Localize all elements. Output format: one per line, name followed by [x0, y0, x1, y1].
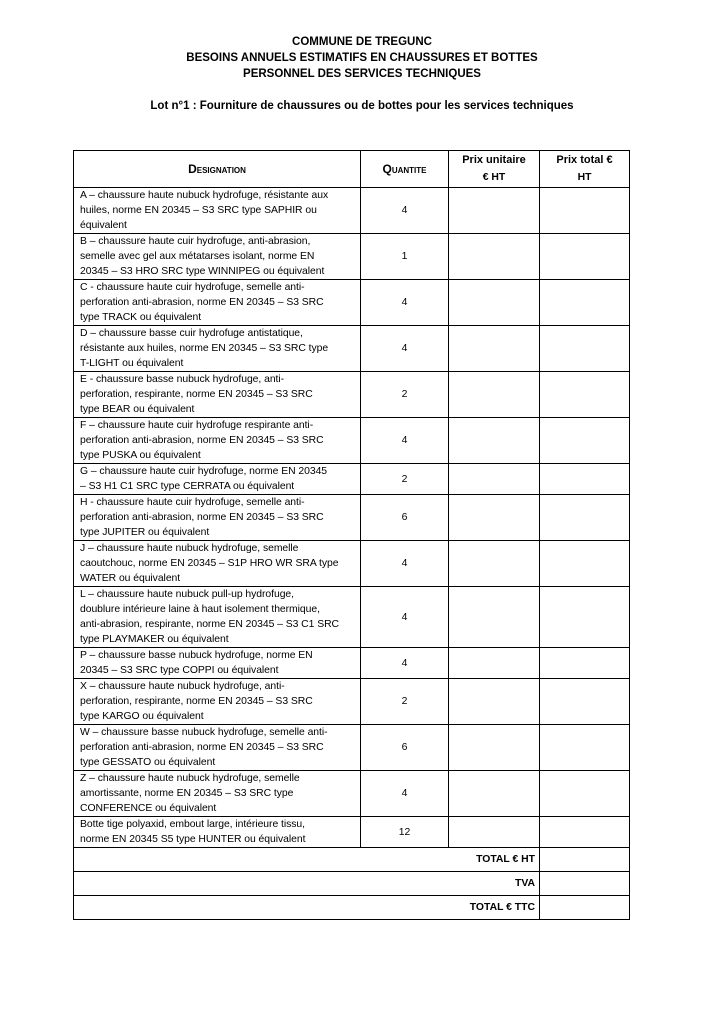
total-price-cell[interactable] — [540, 817, 630, 848]
unit-price-cell[interactable] — [449, 326, 540, 372]
quantity-cell: 2 — [361, 372, 449, 418]
designation-line: type PUSKA ou équivalent — [80, 450, 201, 461]
total-price-cell[interactable] — [540, 418, 630, 464]
totals-value-cell[interactable] — [540, 848, 630, 872]
table-row — [74, 234, 630, 280]
unit-price-cell[interactable] — [449, 587, 540, 648]
designation-line: G – chaussure haute cuir hydrofuge, norme EN 20345 — [80, 466, 328, 477]
table-header-row — [74, 151, 630, 188]
total-ttc-row — [74, 896, 630, 920]
unit-price-cell[interactable] — [449, 648, 540, 679]
table-row — [74, 280, 630, 326]
designation-line: type JUPITER ou équivalent — [80, 527, 210, 538]
quantity-cell: 4 — [361, 648, 449, 679]
designation-line: C - chaussure haute cuir hydrofuge, semelle anti- — [80, 282, 305, 293]
designation-line: W – chaussure basse nubuck hydrofuge, semelle anti- — [80, 727, 328, 738]
total-price-cell[interactable] — [540, 280, 630, 326]
designation-line: anti-abrasion, respirante, norme EN 20345 – S3 C1 SRC — [80, 619, 339, 630]
designation-cell — [74, 648, 361, 679]
unit-price-cell[interactable] — [449, 771, 540, 817]
designation-line: 20345 – S3 SRC type COPPI ou équivalent — [80, 665, 279, 676]
designation-line: type PLAYMAKER ou équivalent — [80, 634, 229, 645]
table-row — [74, 587, 630, 648]
unit-price-cell[interactable] — [449, 817, 540, 848]
table-row — [74, 188, 630, 234]
unit-price-cell[interactable] — [449, 418, 540, 464]
table-row — [74, 771, 630, 817]
designation-cell — [74, 817, 361, 848]
designation-line: T-LIGHT ou équivalent — [80, 358, 184, 369]
designation-cell — [74, 679, 361, 725]
table-row — [74, 418, 630, 464]
designation-line: type KARGO ou équivalent — [80, 711, 204, 722]
designation-cell — [74, 587, 361, 648]
total-price-cell[interactable] — [540, 464, 630, 495]
designation-line: doublure intérieure laine à haut isolement thermique, — [80, 604, 320, 615]
quantity-cell: 4 — [361, 188, 449, 234]
designation-cell — [74, 418, 361, 464]
designation-cell — [74, 771, 361, 817]
designation-line: WATER ou équivalent — [80, 573, 181, 584]
designation-line: D – chaussure basse cuir hydrofuge antistatique, — [80, 328, 303, 339]
designation-line: type TRACK ou équivalent — [80, 312, 202, 323]
designation-cell — [74, 464, 361, 495]
table-row — [74, 679, 630, 725]
lot-title: Lot n°1 : Fourniture de chaussures ou de bottes pour les services techniques — [150, 100, 574, 112]
table-row — [74, 725, 630, 771]
table-row — [74, 648, 630, 679]
header-prix-total-line1: Prix total € — [556, 154, 613, 166]
designation-line: résistante aux huiles, norme EN 20345 – S3 SRC type — [80, 343, 329, 354]
total-price-cell[interactable] — [540, 495, 630, 541]
designation-line: H - chaussure haute cuir hydrofuge, semelle anti- — [80, 497, 305, 508]
quantity-cell: 4 — [361, 541, 449, 587]
total-price-cell[interactable] — [540, 648, 630, 679]
estimate-table — [73, 150, 630, 920]
designation-line: L – chaussure haute nubuck pull-up hydrofuge, — [80, 589, 294, 600]
designation-cell — [74, 280, 361, 326]
unit-price-cell[interactable] — [449, 280, 540, 326]
header-prix-unitaire — [449, 151, 540, 188]
total-price-cell[interactable] — [540, 234, 630, 280]
totals-value-cell[interactable] — [540, 872, 630, 896]
total-price-cell[interactable] — [540, 771, 630, 817]
designation-cell — [74, 495, 361, 541]
designation-line: caoutchouc, norme EN 20345 – S1P HRO WR SRA type — [80, 558, 339, 569]
table-row — [74, 817, 630, 848]
total-price-cell[interactable] — [540, 679, 630, 725]
header-quantite: Quantite — [361, 151, 449, 188]
totals-label: TVA — [74, 872, 540, 896]
unit-price-cell[interactable] — [449, 464, 540, 495]
document-subtitle: PERSONNEL DES SERVICES TECHNIQUES — [243, 68, 481, 80]
quantity-cell: 4 — [361, 280, 449, 326]
total-price-cell[interactable] — [540, 372, 630, 418]
tva-row — [74, 872, 630, 896]
quantity-cell: 4 — [361, 326, 449, 372]
designation-line: perforation anti-abrasion, norme EN 20345 – S3 SRC — [80, 297, 324, 308]
header-prix-unitaire-line1: Prix unitaire — [462, 154, 526, 166]
designation-line: X – chaussure haute nubuck hydrofuge, anti- — [80, 681, 285, 692]
quantity-cell: 4 — [361, 587, 449, 648]
designation-line: perforation anti-abrasion, norme EN 20345 – S3 SRC — [80, 742, 324, 753]
designation-line: 20345 – S3 HRO SRC type WINNIPEG ou équivalent — [80, 266, 325, 277]
designation-line: équivalent — [80, 220, 127, 231]
quantity-cell: 6 — [361, 725, 449, 771]
quantity-cell: 2 — [361, 464, 449, 495]
total-price-cell[interactable] — [540, 587, 630, 648]
totals-label: TOTAL € HT — [74, 848, 540, 872]
document-title: BESOINS ANNUELS ESTIMATIFS EN CHAUSSURES ET BOTTES — [186, 52, 538, 64]
designation-line: A – chaussure haute nubuck hydrofuge, résistante aux — [80, 190, 329, 201]
commune-title: COMMUNE DE TREGUNC — [292, 36, 432, 48]
total-price-cell[interactable] — [540, 188, 630, 234]
unit-price-cell[interactable] — [449, 495, 540, 541]
unit-price-cell[interactable] — [449, 372, 540, 418]
unit-price-cell[interactable] — [449, 188, 540, 234]
table-row — [74, 372, 630, 418]
header-prix-unitaire-line2: € HT — [482, 172, 506, 183]
table-row — [74, 464, 630, 495]
total-price-cell[interactable] — [540, 541, 630, 587]
designation-line: perforation, respirante, norme EN 20345 – S3 SRC — [80, 696, 313, 707]
quantity-cell: 4 — [361, 771, 449, 817]
designation-line: perforation anti-abrasion, norme EN 20345 – S3 SRC — [80, 435, 324, 446]
unit-price-cell[interactable] — [449, 725, 540, 771]
total-ht-row — [74, 848, 630, 872]
designation-line: B – chaussure haute cuir hydrofuge, anti-abrasion, — [80, 236, 311, 247]
designation-line: amortissante, norme EN 20345 – S3 SRC type — [80, 788, 294, 799]
header-prix-total-line2: HT — [577, 172, 592, 183]
header-prix-total — [540, 151, 630, 188]
designation-line: – S3 H1 C1 SRC type CERRATA ou équivalent — [80, 481, 295, 492]
total-price-cell[interactable] — [540, 725, 630, 771]
unit-price-cell[interactable] — [449, 541, 540, 587]
designation-line: J – chaussure haute nubuck hydrofuge, semelle — [80, 543, 299, 554]
unit-price-cell[interactable] — [449, 234, 540, 280]
designation-line: type GESSATO ou équivalent — [80, 757, 216, 768]
designation-line: Botte tige polyaxid, embout large, intérieure tissu, — [80, 819, 305, 830]
quantity-cell: 2 — [361, 679, 449, 725]
designation-line: huiles, norme EN 20345 – S3 SRC type SAPHIR ou — [80, 205, 317, 216]
table-row — [74, 326, 630, 372]
quantity-cell: 4 — [361, 418, 449, 464]
quantity-cell: 12 — [361, 817, 449, 848]
designation-line: F – chaussure haute cuir hydrofuge respirante anti- — [80, 420, 314, 431]
table-row — [74, 541, 630, 587]
total-price-cell[interactable] — [540, 326, 630, 372]
designation-line: norme EN 20345 S5 type HUNTER ou équivalent — [80, 834, 306, 845]
designation-line: type BEAR ou équivalent — [80, 404, 195, 415]
designation-cell — [74, 326, 361, 372]
totals-value-cell[interactable] — [540, 896, 630, 920]
designation-line: perforation, respirante, norme EN 20345 – S3 SRC — [80, 389, 313, 400]
designation-cell — [74, 541, 361, 587]
designation-line: perforation anti-abrasion, norme EN 20345 – S3 SRC — [80, 512, 324, 523]
designation-cell — [74, 234, 361, 280]
table-row — [74, 495, 630, 541]
designation-cell — [74, 725, 361, 771]
designation-line: semelle avec gel aux métatarses isolant, norme EN — [80, 251, 315, 262]
unit-price-cell[interactable] — [449, 679, 540, 725]
quantity-cell: 6 — [361, 495, 449, 541]
header-designation: Designation — [74, 151, 361, 188]
designation-line: E - chaussure basse nubuck hydrofuge, anti- — [80, 374, 285, 385]
designation-line: Z – chaussure haute nubuck hydrofuge, semelle — [80, 773, 300, 784]
designation-line: CONFERENCE ou équivalent — [80, 803, 217, 814]
designation-line: P – chaussure basse nubuck hydrofuge, norme EN — [80, 650, 313, 661]
totals-label: TOTAL € TTC — [74, 896, 540, 920]
designation-cell — [74, 188, 361, 234]
designation-cell — [74, 372, 361, 418]
quantity-cell: 1 — [361, 234, 449, 280]
